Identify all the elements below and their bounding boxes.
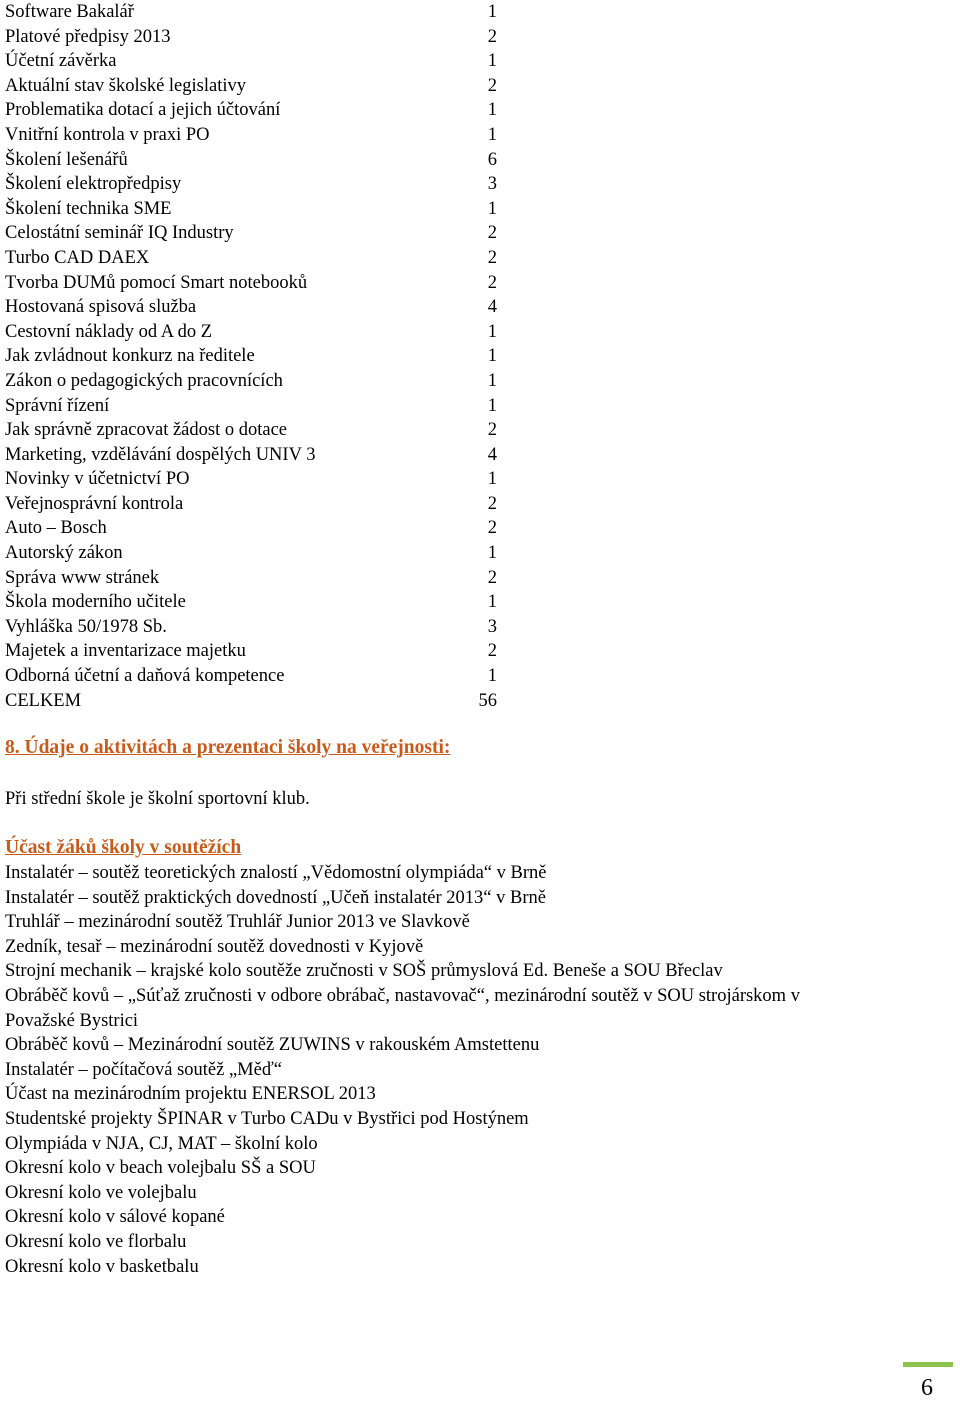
course-name: Školení lešenářů bbox=[5, 149, 128, 170]
course-name: Auto – Bosch bbox=[5, 518, 107, 539]
competition-item: Obráběč kovů – Mezinárodní soutěž ZUWINS v rakouském Amstettenu bbox=[5, 1035, 540, 1056]
course-name: Veřejnosprávní kontrola bbox=[5, 493, 184, 514]
competition-item: Okresní kolo v basketbalu bbox=[5, 1256, 199, 1277]
course-row bbox=[5, 25, 945, 50]
page-number: 6 bbox=[921, 1375, 933, 1401]
total-row bbox=[5, 689, 945, 714]
course-row bbox=[5, 443, 945, 468]
competition-item: Instalatér – počítačová soutěž „Měď“ bbox=[5, 1059, 283, 1080]
course-name: Platové předpisy 2013 bbox=[5, 26, 171, 47]
course-row bbox=[5, 246, 945, 271]
course-name: Novinky v účetnictví PO bbox=[5, 469, 190, 490]
course-name: Vnitřní kontrola v praxi PO bbox=[5, 124, 210, 145]
course-row bbox=[5, 344, 945, 369]
course-name: Software Bakalář bbox=[5, 2, 134, 22]
course-name: Školení technika SME bbox=[5, 198, 172, 219]
course-count: 2 bbox=[487, 247, 497, 268]
course-name: Aktuální stav školské legislativy bbox=[5, 75, 246, 96]
course-count: 1 bbox=[487, 370, 497, 391]
course-name: Správa www stránek bbox=[5, 567, 160, 588]
course-name: Turbo CAD DAEX bbox=[5, 247, 150, 268]
course-name: Majetek a inventarizace majetku bbox=[5, 641, 246, 662]
course-row bbox=[5, 664, 945, 689]
course-name: Jak zvládnout konkurz na ředitele bbox=[5, 346, 255, 367]
course-count: 2 bbox=[487, 567, 497, 588]
course-name: Správní řízení bbox=[5, 395, 110, 416]
course-count: 3 bbox=[487, 174, 497, 195]
course-row bbox=[5, 295, 945, 320]
courses-list bbox=[5, 0, 945, 713]
competition-item: Okresní kolo v beach volejbalu SŠ a SOU bbox=[5, 1158, 316, 1179]
course-name: Marketing, vzdělávání dospělých UNIV 3 bbox=[5, 444, 316, 465]
course-row bbox=[5, 98, 945, 123]
course-row bbox=[5, 418, 945, 443]
course-row bbox=[5, 172, 945, 197]
course-row bbox=[5, 516, 945, 541]
course-name: Školení elektropředpisy bbox=[5, 174, 182, 195]
course-row bbox=[5, 271, 945, 296]
competition-item: Instalatér – soutěž praktických dovedností „Učeň instalatér 2013“ v Brně bbox=[5, 887, 546, 908]
course-row bbox=[5, 541, 945, 566]
course-count: 1 bbox=[487, 51, 497, 72]
course-row bbox=[5, 148, 945, 173]
club-text: Při střední škole je školní sportovní klub. bbox=[5, 789, 310, 809]
page-number-box bbox=[903, 1362, 953, 1411]
course-count: 1 bbox=[487, 2, 497, 22]
competition-item: Truhlář – mezinárodní soutěž Truhlář Junior 2013 ve Slavkově bbox=[5, 912, 470, 933]
course-row bbox=[5, 394, 945, 419]
competitions-heading: Účast žáků školy v soutěžích bbox=[5, 837, 242, 858]
course-row bbox=[5, 49, 945, 74]
course-count: 2 bbox=[487, 518, 497, 539]
course-row bbox=[5, 590, 945, 615]
course-count: 1 bbox=[487, 469, 497, 490]
competition-item: Okresní kolo v sálové kopané bbox=[5, 1207, 225, 1228]
course-count: 2 bbox=[487, 26, 497, 47]
course-count: 4 bbox=[487, 297, 497, 318]
course-count: 3 bbox=[487, 616, 497, 637]
course-count: 1 bbox=[487, 346, 497, 367]
competition-item: Instalatér – soutěž teoretických znalostí „Vědomostní olympiáda“ v Brně bbox=[5, 863, 547, 883]
course-count: 1 bbox=[487, 321, 497, 342]
course-name: Vyhláška 50/1978 Sb. bbox=[5, 616, 167, 637]
competition-item: Strojní mechanik – krajské kolo soutěže zručnosti v SOŠ průmyslová Ed. Beneše a SOU Břeclav bbox=[5, 961, 723, 982]
course-count: 2 bbox=[487, 75, 497, 96]
course-row bbox=[5, 221, 945, 246]
course-row bbox=[5, 492, 945, 517]
course-count: 2 bbox=[487, 420, 497, 441]
competition-item: Zedník, tesař – mezinárodní soutěž dovednosti v Kyjově bbox=[5, 936, 424, 957]
course-count: 1 bbox=[487, 543, 497, 564]
course-name: Odborná účetní a daňová kompetence bbox=[5, 666, 285, 687]
course-name: Autorský zákon bbox=[5, 543, 123, 564]
course-count: 1 bbox=[487, 124, 497, 145]
course-count: 1 bbox=[487, 395, 497, 416]
course-count: 1 bbox=[487, 100, 497, 121]
course-count: 4 bbox=[487, 444, 497, 465]
competition-item: Obráběč kovů – „Súťaž zručnosti v odbore obrábač, nastavovač“, mezinárodní soutěž v SOU strojárskom v Považské Bystrici bbox=[5, 985, 800, 1031]
course-count: 2 bbox=[487, 641, 497, 662]
course-row bbox=[5, 74, 945, 99]
course-name: Cestovní náklady od A do Z bbox=[5, 321, 213, 342]
course-name: Hostovaná spisová služba bbox=[5, 297, 197, 318]
competition-item: Studentské projekty ŠPINAR v Turbo CADu v Bystřici pod Hostýnem bbox=[5, 1108, 529, 1129]
course-count: 6 bbox=[487, 149, 497, 170]
course-name: Celostátní seminář IQ Industry bbox=[5, 223, 234, 244]
competitions-list bbox=[5, 861, 825, 1279]
course-row bbox=[5, 467, 945, 492]
course-row bbox=[5, 566, 945, 591]
competition-item: Okresní kolo ve volejbalu bbox=[5, 1182, 197, 1203]
course-name: CELKEM bbox=[5, 690, 82, 711]
competition-item: Okresní kolo ve florbalu bbox=[5, 1231, 187, 1252]
course-name: Zákon o pedagogických pracovnících bbox=[5, 370, 283, 391]
competition-item: Olympiáda v NJA, CJ, MAT – školní kolo bbox=[5, 1133, 318, 1154]
course-count: 1 bbox=[487, 592, 497, 613]
course-count: 1 bbox=[487, 666, 497, 687]
course-name: Účetní závěrka bbox=[5, 51, 117, 72]
course-row bbox=[5, 615, 945, 640]
course-name: Tvorba DUMů pomocí Smart notebooků bbox=[5, 272, 308, 293]
course-count: 2 bbox=[487, 223, 497, 244]
course-count: 2 bbox=[487, 272, 497, 293]
course-row bbox=[5, 369, 945, 394]
course-row bbox=[5, 0, 945, 25]
course-count: 1 bbox=[487, 198, 497, 219]
course-row bbox=[5, 639, 945, 664]
competition-item: Účast na mezinárodním projektu ENERSOL 2013 bbox=[5, 1084, 376, 1105]
course-row bbox=[5, 320, 945, 345]
course-name: Problematika dotací a jejich účtování bbox=[5, 100, 281, 121]
course-row bbox=[5, 123, 945, 148]
course-count: 2 bbox=[487, 493, 497, 514]
course-count: 56 bbox=[478, 690, 497, 711]
course-row bbox=[5, 197, 945, 222]
section-heading: 8. Údaje o aktivitách a prezentaci školy na veřejnosti: bbox=[5, 737, 451, 758]
course-name: Jak správně zpracovat žádost o dotace bbox=[5, 420, 287, 441]
course-name: Škola moderního učitele bbox=[5, 592, 186, 613]
